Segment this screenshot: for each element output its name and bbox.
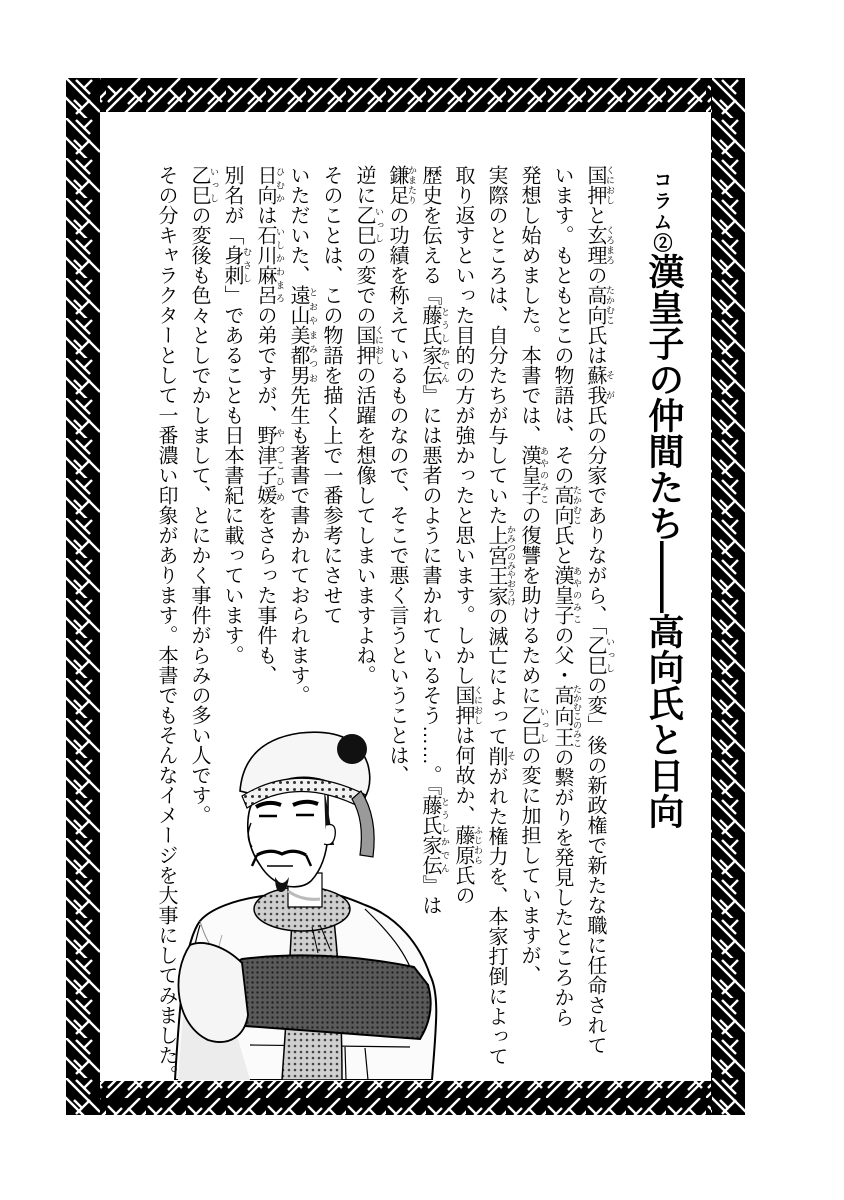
text-column-4: 実際のところは、自分たちが与していた上宮王家 かみつのみやおうけの滅亡によって削 そがれた権力を、本家打倒によって — [485, 165, 516, 1066]
text-column-2: います。もともとこの物語は、その高向 たかむこ氏と漢皇子 あやのみこの父・高向王 たかむこのみこの繋がりを発見したところから — [551, 165, 582, 1027]
text-column-10: いただいた、遠山美都男 とおやまみつお先生も著書で書かれておられます。 — [287, 165, 318, 705]
text-column-14: その分キャラクターとして一番濃い印象があります。本書でもそんなイメージを大事にしてみました。 — [155, 165, 177, 1085]
text-column-13: 乙巳 いっしの変後も色々としでかしまして、とにかく事件がらみの多い人です。 — [188, 165, 219, 825]
border-right — [711, 78, 745, 1115]
text-column-11: 日向 ひむかは石川麻呂 いしかわまろの弟ですが、野津子媛 やつこひめをさらった事件も、 — [254, 165, 285, 685]
text-column-8: 逆に乙巳 いっしの変での国押 くにおしの活躍を想像してしまいますよね。 — [353, 165, 384, 685]
border-left — [66, 78, 100, 1115]
text-column-1: 国押 くにおしと玄理 くろまろの高向 たかむこ氏は蘇我 そが氏の分家でありながら、「乙巳 いっしの変」後の新政権で新たな職に任命されて — [584, 165, 615, 1055]
text-column-6: 歴史を伝える『藤氏家伝 とうしかでん』には悪者のように書かれているそう……。『藤氏家伝 とうしかでん』は — [419, 165, 450, 915]
column-label: コラム② — [650, 170, 672, 254]
text-column-9: そのことは、この物語を描く上で一番参考にさせて — [320, 165, 342, 625]
border-top — [66, 78, 745, 112]
text-column-7: 鎌足 かまたりの功績を称えているものなので、そこで悪く言うということは、 — [386, 165, 417, 785]
text-column-12: 別名が「身刺 むさし」であることも日本書紀に載っています。 — [221, 165, 252, 665]
text-column-3: 発想し始めました。本書では、漢皇子 あやのみこの復讐を助けるために乙巳 いっしの変に加担していますが、 — [518, 165, 549, 985]
page-title: 漢皇子の仲間たち――高向氏と日向 — [643, 253, 685, 829]
text-column-5: 取り返すといった目的の方が強かったと思います。しかし国押 くにおしは何故か、藤原 ふじわら氏の — [452, 165, 483, 905]
